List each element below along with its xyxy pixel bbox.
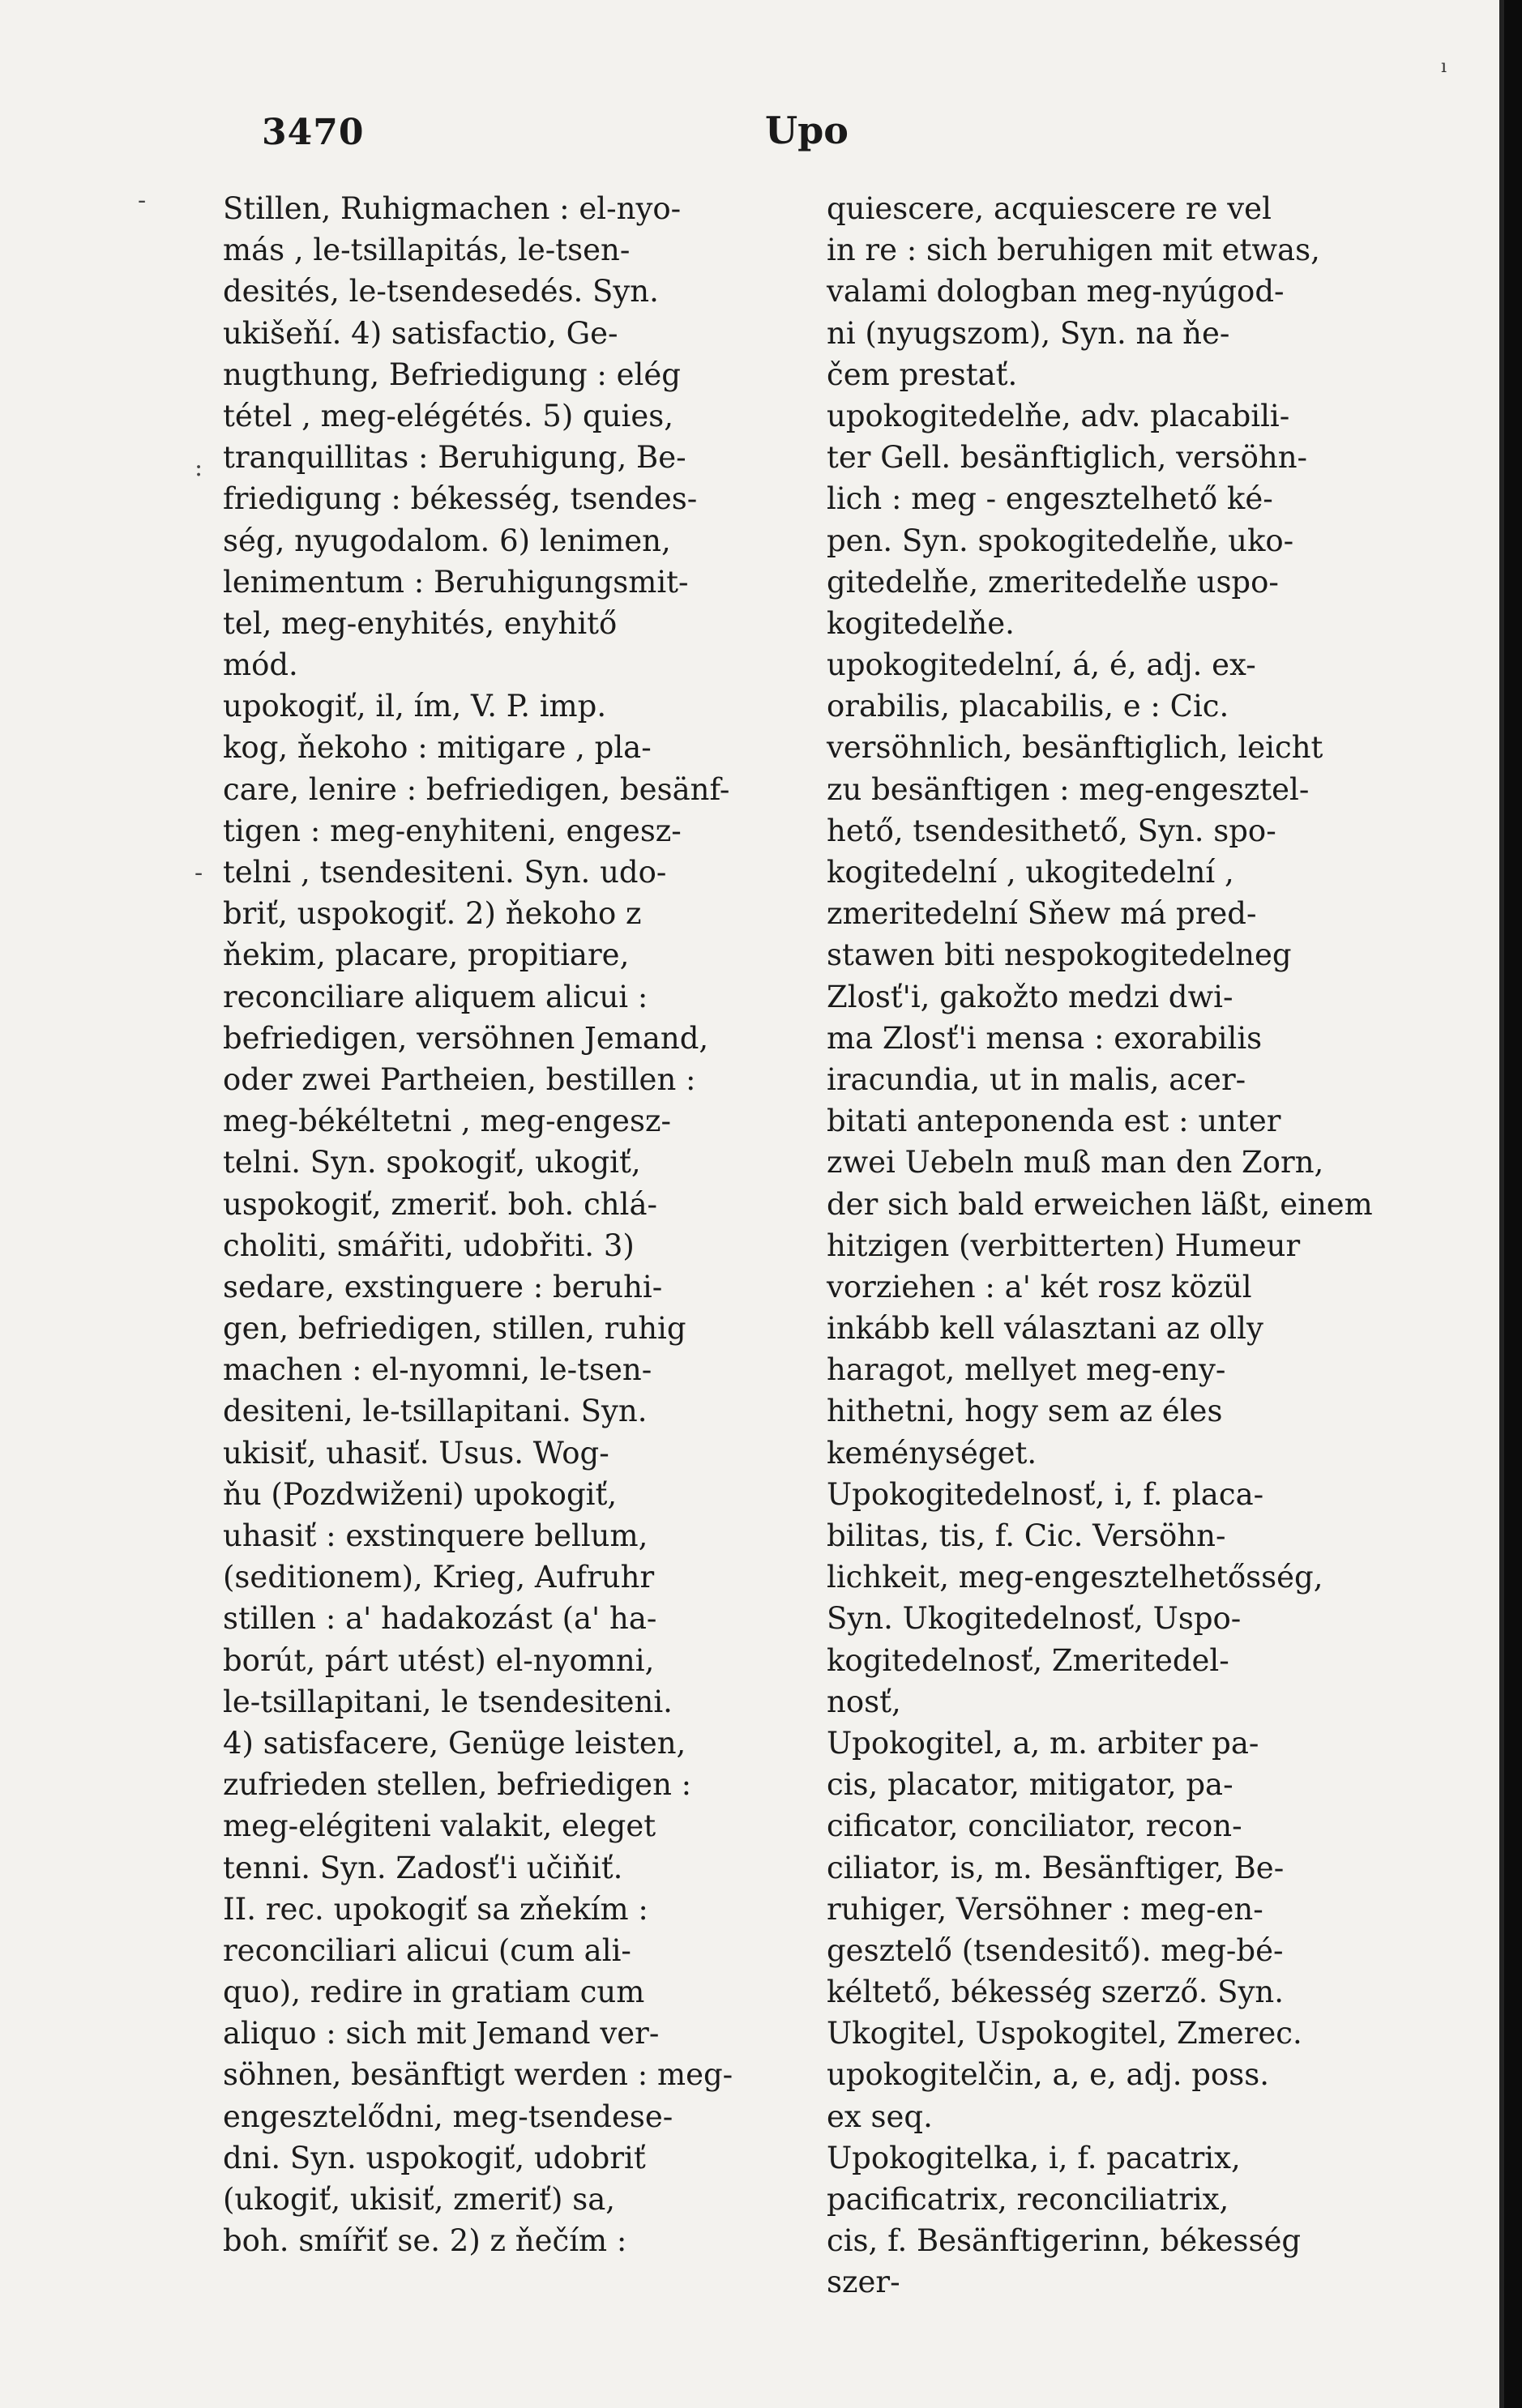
text-line: cis, f. Besänftigerinn, békesség <box>827 2223 1302 2259</box>
text-line: boh. smířiť se. 2) z ňečím : <box>223 2223 627 2259</box>
text-line: friedigung : békesség, tsendes- <box>223 481 698 517</box>
text-line: hető, tsendesithető, Syn. spo- <box>827 813 1276 848</box>
text-line: nosť, <box>827 1684 901 1719</box>
text-line: tétel , meg-elégétés. 5) quies, <box>223 398 674 433</box>
text-line: quo), redire in gratiam cum <box>223 1975 645 2010</box>
text-line: ciliator, is, m. Besänftiger, Be- <box>827 1850 1285 1885</box>
text-line: pen. Syn. spokogitedelňe, uko- <box>827 523 1294 558</box>
text-line: meg-békéltetni , meg-engesz- <box>223 1104 671 1139</box>
right-column <box>827 188 1443 2303</box>
text-line: befriedigen, versöhnen Jemand, <box>223 1020 709 1056</box>
text-line: más , le-tsillapitás, le-tsen- <box>223 233 631 268</box>
text-line: Stillen, Ruhigmachen : el-nyo- <box>223 191 682 226</box>
text-line: desités, le-tsendesedés. Syn. <box>223 274 659 310</box>
text-line: quiescere, acquiescere re vel <box>827 191 1272 226</box>
text-line: haragot, mellyet meg-eny- <box>827 1352 1226 1388</box>
text-line: zufrieden stellen, befriedigen : <box>223 1767 692 1803</box>
text-line: ňekim, placare, propitiare, <box>223 937 630 973</box>
text-line: hitzigen (verbitterten) Humeur <box>827 1227 1301 1263</box>
text-line: vorziehen : a' két rosz közül <box>827 1269 1252 1304</box>
text-line: gesztelő (tsendesitő). meg-bé- <box>827 1932 1284 1968</box>
text-line: upokogitelčin, a, e, adj. poss. <box>827 2057 1269 2093</box>
text-line: hithetni, hogy sem az éles <box>827 1394 1223 1429</box>
text-line: stawen biti nespokogitedelneg <box>827 937 1292 973</box>
text-line: zwei Uebeln muß man den Zorn, <box>827 1145 1324 1181</box>
text-line: meg-elégiteni valakit, eleget <box>223 1808 656 1844</box>
text-line: tel, meg-enyhités, enyhitő <box>223 605 618 641</box>
text-line: Upokogitedelnosť, i, f. placa- <box>827 1476 1264 1512</box>
text-line: machen : el-nyomni, le-tsen- <box>223 1352 652 1388</box>
text-line: Upokogitel, a, m. arbiter pa- <box>827 1725 1259 1761</box>
text-line: upokogitedelní, á, é, adj. ex- <box>827 647 1256 683</box>
text-line: ter Gell. besänftiglich, versöhn- <box>827 440 1308 476</box>
edge-mark: ı <box>1441 57 1447 77</box>
text-line: stillen : a' hadakozást (a' ha- <box>223 1601 657 1637</box>
margin-mark: - <box>195 859 203 887</box>
text-line: reconciliari alicui (cum ali- <box>223 1932 631 1968</box>
text-line: borút, párt utést) el-nyomni, <box>223 1642 655 1678</box>
text-line: Ukogitel, Uspokogitel, Zmerec. <box>827 2016 1302 2051</box>
text-line: (ukogiť, ukisiť, zmeriť) sa, <box>223 2182 616 2217</box>
text-line: tenni. Syn. Zadosť'i učiňiť. <box>223 1850 623 1885</box>
text-line: ex seq. <box>827 2098 933 2134</box>
text-line: pacificatrix, reconciliatrix, <box>827 2182 1229 2217</box>
text-line: ňu (Pozdwiženi) upokogiť, <box>223 1476 618 1512</box>
text-line: (seditionem), Krieg, Aufruhr <box>223 1560 655 1595</box>
text-line: oder zwei Partheien, bestillen : <box>223 1061 696 1097</box>
text-line: cificator, conciliator, recon- <box>827 1808 1242 1844</box>
text-line: kogitedelňe. <box>827 605 1015 641</box>
text-line: ni (nyugszom), Syn. na ňe- <box>827 315 1230 351</box>
text-line: mód. <box>223 647 298 683</box>
text-line: upokogiť, il, ím, V. P. imp. <box>223 689 607 724</box>
text-line: keménységet. <box>827 1435 1037 1471</box>
text-line: ukisiť, uhasiť. Usus. Wog- <box>223 1435 609 1471</box>
page-number: 3470 <box>262 112 365 153</box>
text-line: lenimentum : Beruhigungsmit- <box>223 564 689 600</box>
text-line: Upokogitelka, i, f. pacatrix, <box>827 2140 1241 2175</box>
text-line: bilitas, tis, f. Cic. Versöhn- <box>827 1518 1226 1553</box>
text-line: tranquillitas : Beruhigung, Be- <box>223 440 686 476</box>
text-line: iracundia, ut in malis, acer- <box>827 1061 1246 1097</box>
text-line: kog, ňekoho : mitigare , pla- <box>223 730 652 766</box>
text-line: orabilis, placabilis, e : Cic. <box>827 689 1229 724</box>
text-line: desiteni, le-tsillapitani. Syn. <box>223 1394 648 1429</box>
text-line: versöhnlich, besänftiglich, leicht <box>827 730 1323 766</box>
text-line: szer- <box>827 2265 900 2300</box>
text-line: čem prestať. <box>827 357 1018 392</box>
text-line: ség, nyugodalom. 6) lenimen, <box>223 523 671 558</box>
text-line: tigen : meg-enyhiteni, engesz- <box>223 813 682 848</box>
text-line: cis, placator, mitigator, pa- <box>827 1767 1233 1803</box>
text-line: dni. Syn. uspokogiť, udobriť <box>223 2140 646 2175</box>
text-line: II. rec. upokogiť sa zňekím : <box>223 1891 648 1927</box>
text-line: Zlosť'i, gakožto medzi dwi- <box>827 979 1233 1014</box>
text-line: briť, uspokogiť. 2) ňekoho z <box>223 896 642 932</box>
running-head: Upo <box>765 109 849 152</box>
text-line: telni , tsendesiteni. Syn. udo- <box>223 855 667 890</box>
text-line: ukišeňí. 4) satisfactio, Ge- <box>223 315 618 351</box>
margin-mark: : <box>195 454 203 482</box>
text-line: sedare, exstinguere : beruhi- <box>223 1269 663 1304</box>
text-line: reconciliare aliquem alicui : <box>223 979 648 1014</box>
text-line: 4) satisfacere, Genüge leisten, <box>223 1725 686 1761</box>
text-line: inkább kell választani az olly <box>827 1311 1263 1347</box>
text-line: lich : meg - engesztelhető ké- <box>827 481 1273 517</box>
text-line: care, lenire : befriedigen, besänf- <box>223 771 730 807</box>
text-line: der sich bald erweichen läßt, einem <box>827 1186 1373 1222</box>
left-column <box>223 188 810 2261</box>
text-line: choliti, smářiti, udobřiti. 3) <box>223 1227 635 1263</box>
text-line: kogitedelní , ukogitedelní , <box>827 855 1234 890</box>
text-line: uhasiť : exstinquere bellum, <box>223 1518 648 1553</box>
text-line: kéltető, békesség szerző. Syn. <box>827 1975 1284 2010</box>
text-line: aliquo : sich mit Jemand ver- <box>223 2016 660 2051</box>
text-line: in re : sich beruhigen mit etwas, <box>827 233 1320 268</box>
text-line: Syn. Ukogitedelnosť, Uspo- <box>827 1601 1242 1637</box>
text-line: uspokogiť, zmeriť. boh. chlá- <box>223 1186 658 1222</box>
text-line: gen, befriedigen, stillen, ruhig <box>223 1311 686 1347</box>
text-line: zu besänftigen : meg-engesztel- <box>827 771 1310 807</box>
text-line: kogitedelnosť, Zmeritedel- <box>827 1642 1229 1678</box>
text-line: le-tsillapitani, le tsendesiteni. <box>223 1684 673 1719</box>
margin-mark: - <box>138 186 147 215</box>
text-line: bitati anteponenda est : unter <box>827 1104 1281 1139</box>
text-line: gitedelňe, zmeritedelňe uspo- <box>827 564 1279 600</box>
text-line: upokogitedelňe, adv. placabili- <box>827 398 1290 433</box>
text-line: lichkeit, meg-engesztelhetősség, <box>827 1560 1323 1595</box>
page-header <box>0 104 1499 160</box>
text-line: zmeritedelní Sňew má pred- <box>827 896 1257 932</box>
text-line: söhnen, besänftigt werden : meg- <box>223 2057 733 2093</box>
text-line: ma Zlosť'i mensa : exorabilis <box>827 1020 1263 1056</box>
text-line: ruhiger, Versöhner : meg-en- <box>827 1891 1263 1927</box>
text-line: engesztelődni, meg-tsendese- <box>223 2098 673 2134</box>
text-line: telni. Syn. spokogiť, ukogiť, <box>223 1145 641 1181</box>
text-line: valami dologban meg-nyúgod- <box>827 274 1285 310</box>
text-line: nugthung, Befriedigung : elég <box>223 357 681 392</box>
